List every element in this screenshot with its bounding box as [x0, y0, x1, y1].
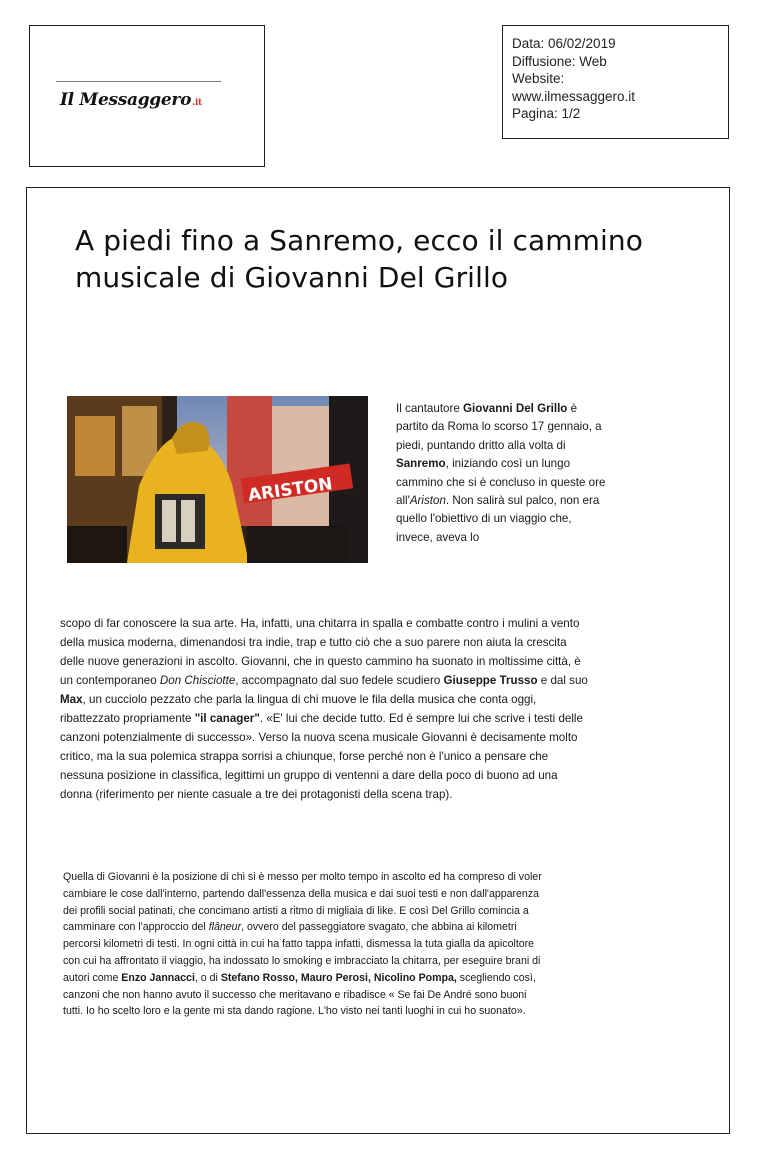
meta-date: Data: 06/02/2019	[512, 36, 616, 51]
article-paragraph-2	[63, 869, 543, 1020]
text-run: , ovvero del passeggiatore svagato, che abbina ai kilometri percorsi kilometri di testi. In ogni città in cui ha fatto tappa infatti, dismessa la tuta gialla da apicoltore con cui ha affrontato il viaggio, ha indossato lo smoking e imbracciato la chitarra, per eseguire brani di autori come	[63, 921, 541, 984]
source-info-box	[502, 25, 729, 139]
text-run: , accompagnato dal suo fedele scudiero	[235, 674, 444, 687]
article-headline: A piedi fino a Sanremo, ecco il cammino musicale di Giovanni Del Grillo	[75, 224, 643, 294]
article-intro	[396, 400, 606, 547]
text-run: scopo di far conoscere la sua arte. Ha, infatti, una chitarra in spalla e combatte contro i mulini a vento della musica moderna, dimenandosi tra indie, trap e tutto ciò che a suo parere non aiuta la crescita delle nuove generazioni in ascolto. Giovanni, che in questo cammino ha suonato in moltissime città, è un contemporaneo	[60, 617, 581, 687]
article-box	[26, 187, 730, 1134]
text-run: scegliendo così, canzoni che non hanno avuto il successo che meritavano e ribadisce « Se fai De André sono buoni tutti. Io ho scelto loro e la gente mi sta dando ragione. L'ho visto nei tanti luoghi in cui ho suonato».	[63, 971, 536, 1018]
logo-tld: .it	[192, 98, 202, 108]
meta-website-label: Website:	[512, 71, 565, 86]
bold-run: Enzo Jannacci	[121, 971, 195, 984]
meta-diffusione: Diffusione: Web	[512, 53, 607, 69]
text-run: , un cucciolo pezzato che parla la lingua di chi muove le fila della musica che conta oggi, ribattezzato propriamente	[60, 693, 537, 725]
article-paragraph-1	[60, 614, 590, 804]
paragraph-text	[60, 614, 590, 804]
text-run: è partito da Roma lo scorso 17 gennaio, a piedi, puntando dritto alla volta di	[396, 402, 602, 452]
paragraph-text	[63, 869, 543, 1020]
meta-pagina: Pagina: 1/2	[512, 106, 581, 121]
photo-sign-text: ARISTON	[246, 474, 334, 506]
text-run: e dal suo	[537, 674, 588, 687]
masthead-logo	[60, 90, 202, 110]
bold-run: "il canager"	[194, 712, 260, 725]
text-run: , o di	[194, 971, 221, 984]
text-run: Quella di Giovanni è la posizione di chi si è messo per molto tempo in ascolto ed ha compreso di voler cambiare le cose dall'interno, partendo dall'essenza della musica e dai suoi testi e non dall'apparenza dei profili social patinati, che concimano artisti a ritmo di migliaia di like. E così Del Grillo comincia a camminare con l'approccio del	[63, 871, 542, 934]
masthead-box	[29, 25, 265, 167]
italic-run: flâneur	[208, 921, 242, 934]
logo-name: Il Messaggero	[60, 90, 192, 110]
bold-run: Max	[60, 693, 83, 706]
bold-run: Stefano Rosso, Mauro Perosi, Nicolino Pompa,	[220, 971, 457, 984]
italic-run: Ariston	[409, 494, 446, 508]
text-run: , iniziando così un lungo cammino che si è concluso in queste ore all'	[396, 457, 606, 508]
text-run: Il cantautore	[396, 402, 464, 415]
photo-illustration	[67, 396, 368, 563]
masthead-rule	[56, 81, 221, 82]
bold-run: Sanremo	[396, 457, 446, 471]
article-photo	[67, 396, 368, 563]
bold-run: Giovanni Del Grillo	[463, 402, 568, 415]
intro-paragraph	[396, 400, 606, 547]
italic-run: Don Chisciotte	[159, 674, 236, 687]
bold-run: Giuseppe Trusso	[443, 674, 538, 687]
meta-website-url: www.ilmessaggero.it	[512, 88, 636, 104]
text-run: . «E' lui che decide tutto. Ed è sempre lui che scrive i testi delle canzoni potenzialmente di successo». Verso la nuova scena musicale Giovanni è decisamente molto critico, ma la sua polemica strappa sorrisi a chiunque, forse perché non è l'unico a pensare che nessuna posizione in classifica, legittimi un gruppo di ventenni a dare della poco di buono ad una donna (riferimento per niente casuale a tre dei protagonisti della scena trap).	[60, 712, 583, 801]
text-run: . Non salirà sul palco, non era quello l'obiettivo di un viaggio che, invece, aveva lo	[396, 494, 600, 544]
